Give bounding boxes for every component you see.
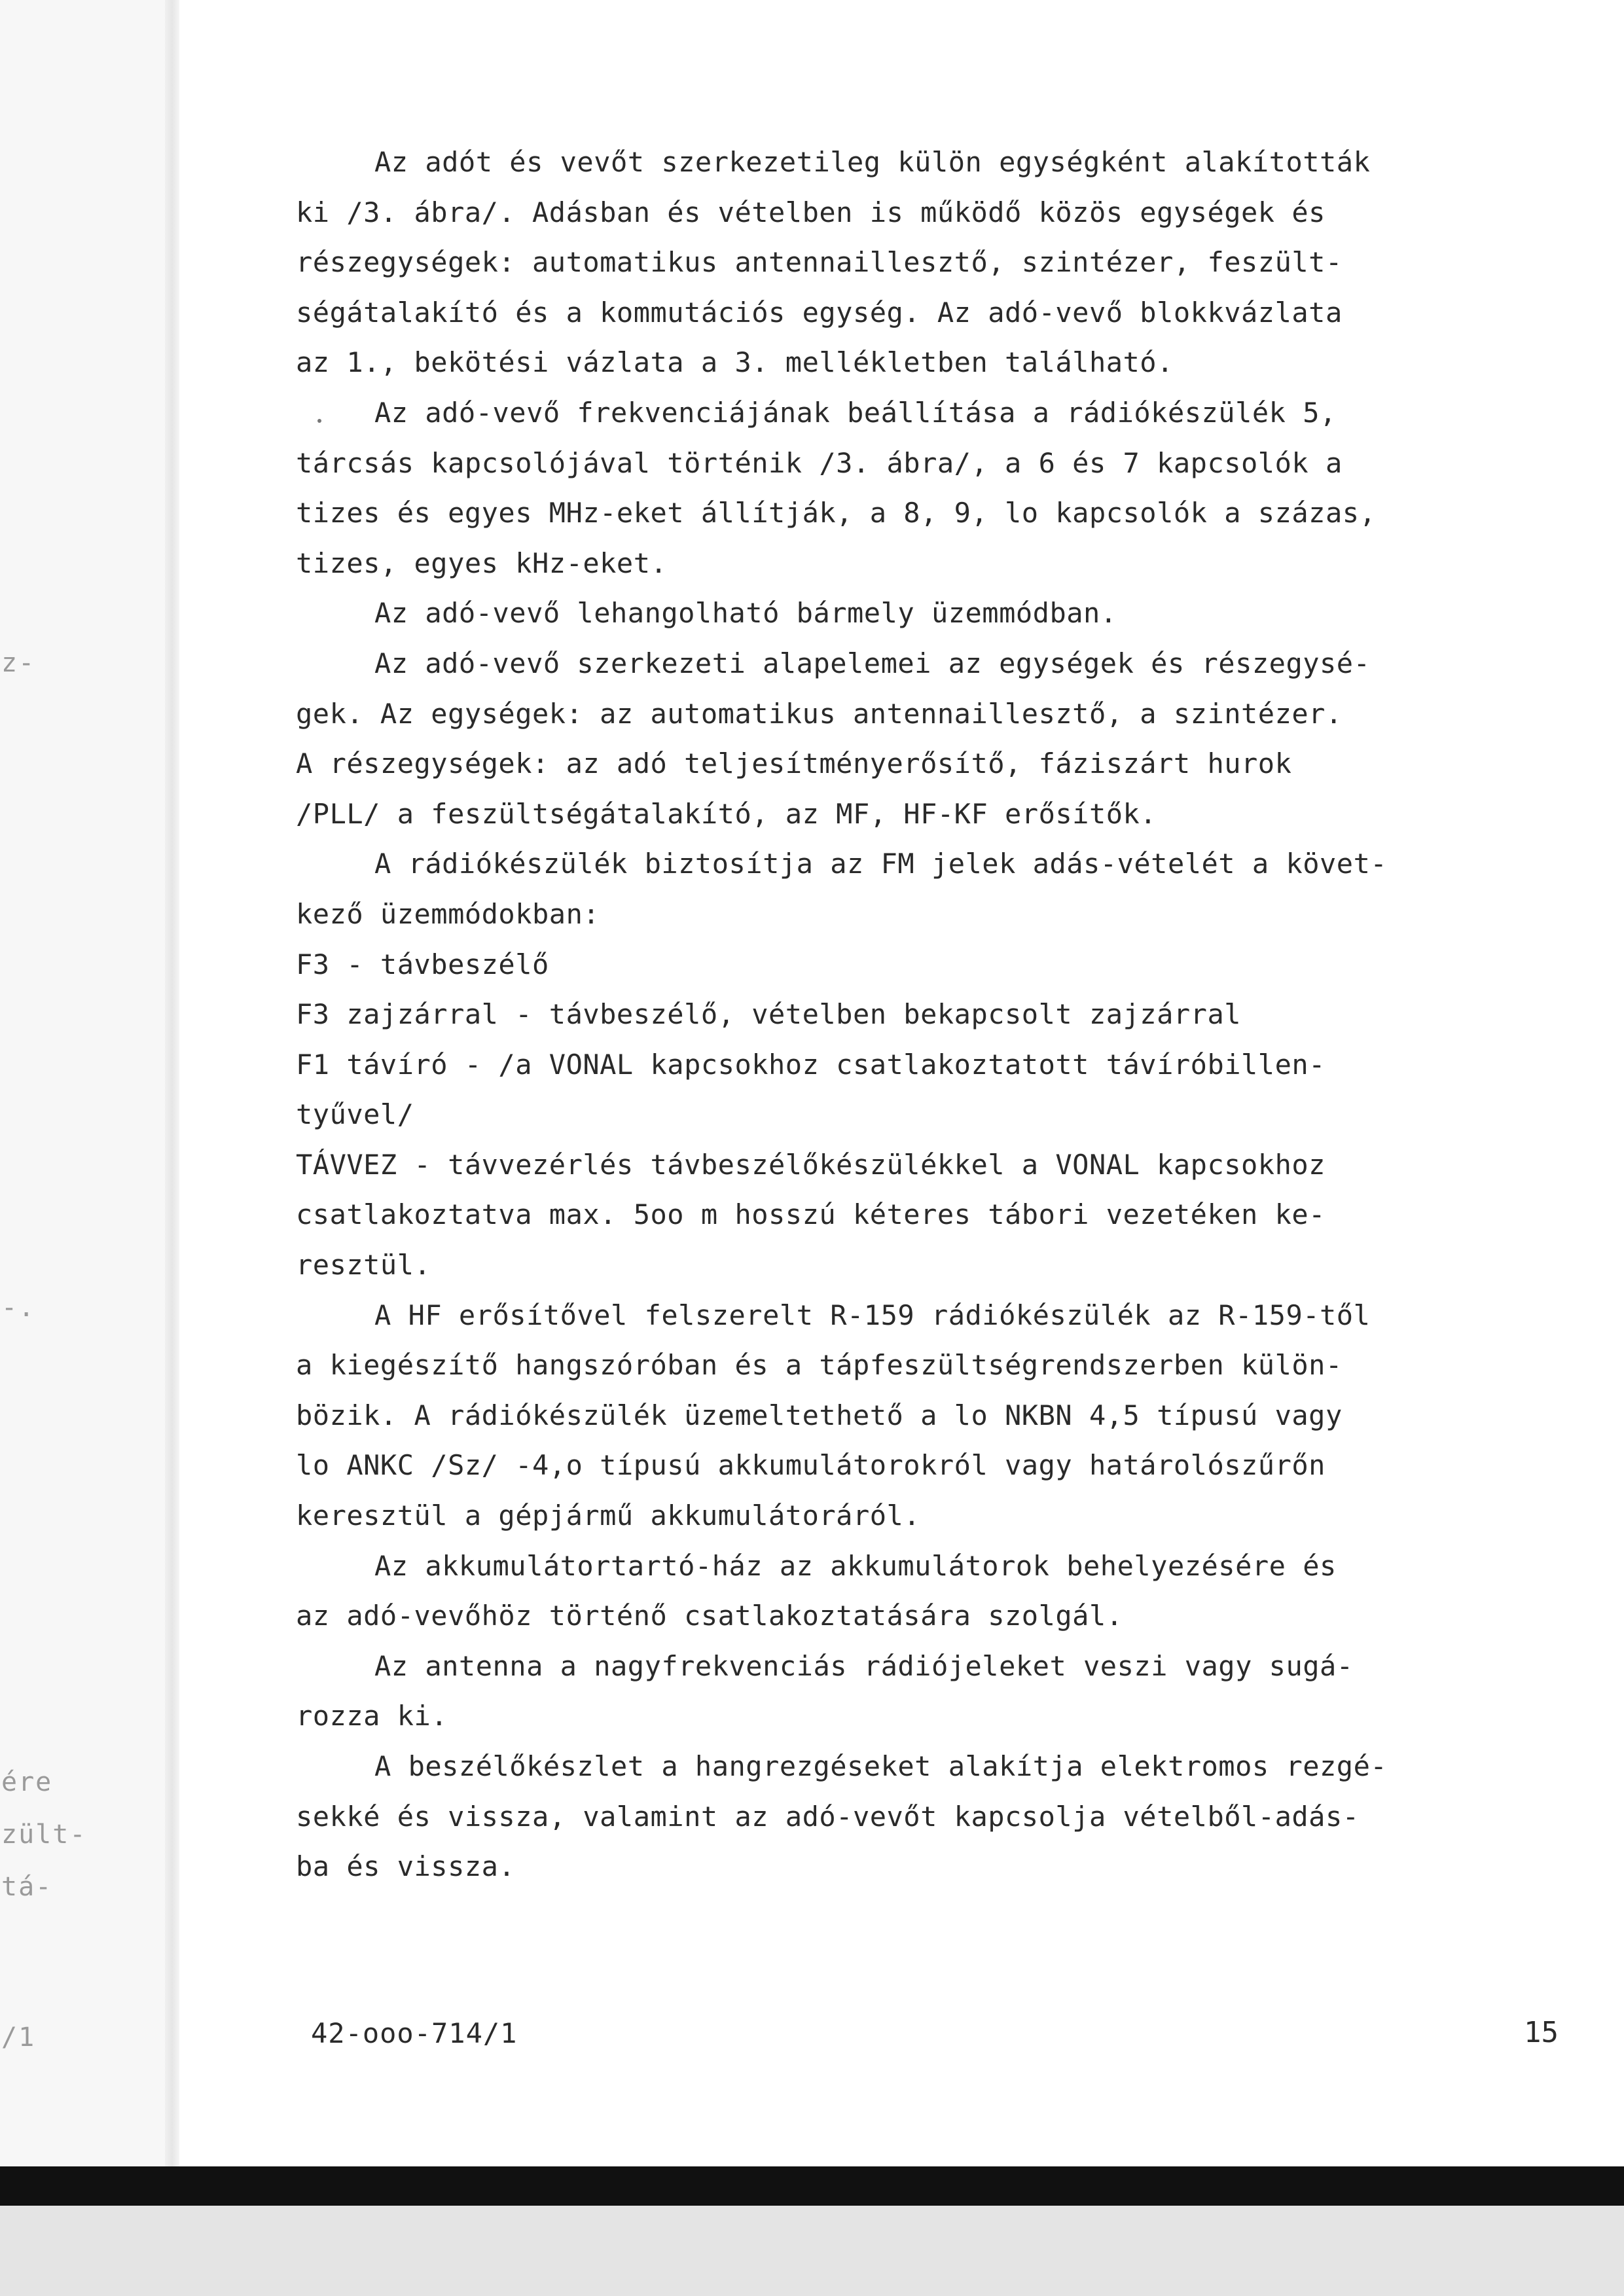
text-line: resztül.: [296, 1249, 431, 1282]
text-line: A beszélőkészlet a hangrezgéseket alakítja elektromos rezgé-: [374, 1750, 1388, 1782]
margin-fragment: tá-: [1, 1872, 53, 1902]
text-line: a kiegészítő hangszóróban és a tápfeszültségrendszerben külön-: [296, 1349, 1343, 1382]
margin-fragment: zült-: [1, 1820, 87, 1850]
text-line: ségátalakító és a kommutációs egység. Az adó-vevő blokkvázlata: [296, 296, 1343, 329]
text-line: az 1., bekötési vázlata a 3. mellékletben található.: [296, 346, 1174, 379]
text-line: Az akkumulátortartó-ház az akkumulátorok behelyezésére és: [374, 1549, 1337, 1582]
text-line: bözik. A rádiókészülék üzemeltethető a lo NKBN 4,5 típusú vagy: [296, 1399, 1343, 1431]
text-line: tárcsás kapcsolójával történik /3. ábra/, a 6 és 7 kapcsolók a: [296, 446, 1343, 479]
text-line: /PLL/ a feszültségátalakító, az MF, HF-KF erősítők.: [296, 797, 1157, 830]
text-line: az adó-vevőhöz történő csatlakoztatására szolgál.: [296, 1600, 1123, 1632]
scan-bed: [0, 2206, 1624, 2296]
page-number: 15: [1524, 2016, 1559, 2049]
text-line: Az adót és vevőt szerkezetileg külön egységként alakították: [374, 146, 1371, 178]
margin-fragment: z-: [1, 648, 36, 678]
text-line: ba és vissza.: [296, 1850, 516, 1883]
text-line: sekké és vissza, valamint az adó-vevőt kapcsolja vételből-adás-: [296, 1800, 1360, 1833]
text-line: gek. Az egységek: az automatikus antennaillesztő, a szintézer.: [296, 697, 1343, 730]
scan-border: [0, 2166, 1624, 2206]
margin-fragment: ére: [1, 1767, 53, 1797]
text-line: ki /3. ábra/. Adásban és vételben is működő közös egységek és: [296, 196, 1326, 228]
text-line: F1 távíró - /a VONAL kapcsokhoz csatlakoztatott távíróbillen-: [296, 1048, 1326, 1081]
text-line: A rádiókészülék biztosítja az FM jelek adás-vételét a követ-: [374, 848, 1388, 880]
text-line: F3 - távbeszélő: [296, 948, 549, 980]
text-line: F3 zajzárral - távbeszélő, vételben bekapcsolt zajzárral: [296, 998, 1242, 1031]
text-line: Az adó-vevő szerkezeti alapelemei az egységek és részegysé-: [374, 647, 1371, 679]
text-line: kező üzemmódokban:: [296, 897, 600, 930]
text-line: keresztül a gépjármű akkumulátoráról.: [296, 1499, 921, 1532]
text-line: tyűvel/: [296, 1098, 414, 1131]
text-line: A HF erősítővel felszerelt R-159 rádiókészülék az R-159-től: [374, 1299, 1371, 1331]
text-line: TÁVVEZ - távvezérlés távbeszélőkészülékkel a VONAL kapcsokhoz: [296, 1148, 1326, 1181]
text-line: A részegységek: az adó teljesítményerősítő, fáziszárt hurok: [296, 747, 1292, 780]
document-code: 42-ooo-714/1: [311, 2017, 518, 2049]
text-line: részegységek: automatikus antennaillesztő, szintézer, feszült-: [296, 246, 1343, 279]
binding-spine: [165, 0, 179, 2186]
text-line: lo ANKC /Sz/ -4,o típusú akkumulátorokról vagy határolószűrőn: [296, 1449, 1326, 1482]
text-line: tizes, egyes kHz-eket.: [296, 547, 668, 579]
text-line: Az antenna a nagyfrekvenciás rádiójeleket veszi vagy sugá-: [374, 1649, 1354, 1682]
margin-fragment: -.: [1, 1293, 36, 1323]
document-body: [296, 137, 1598, 1892]
text-line: Az adó-vevő frekvenciájának beállítása a rádiókészülék 5,: [374, 396, 1337, 429]
previous-page-edge: [0, 0, 175, 2186]
text-line: csatlakoztatva max. 5oo m hosszú kéteres tábori vezetéken ke-: [296, 1198, 1326, 1231]
text-line: tizes és egyes MHz-eket állítják, a 8, 9, lo kapcsolók a százas,: [296, 497, 1377, 529]
text-line: rozza ki.: [296, 1700, 448, 1732]
text-line: Az adó-vevő lehangolható bármely üzemmódban.: [374, 597, 1117, 630]
margin-fragment: /1: [1, 2022, 36, 2053]
